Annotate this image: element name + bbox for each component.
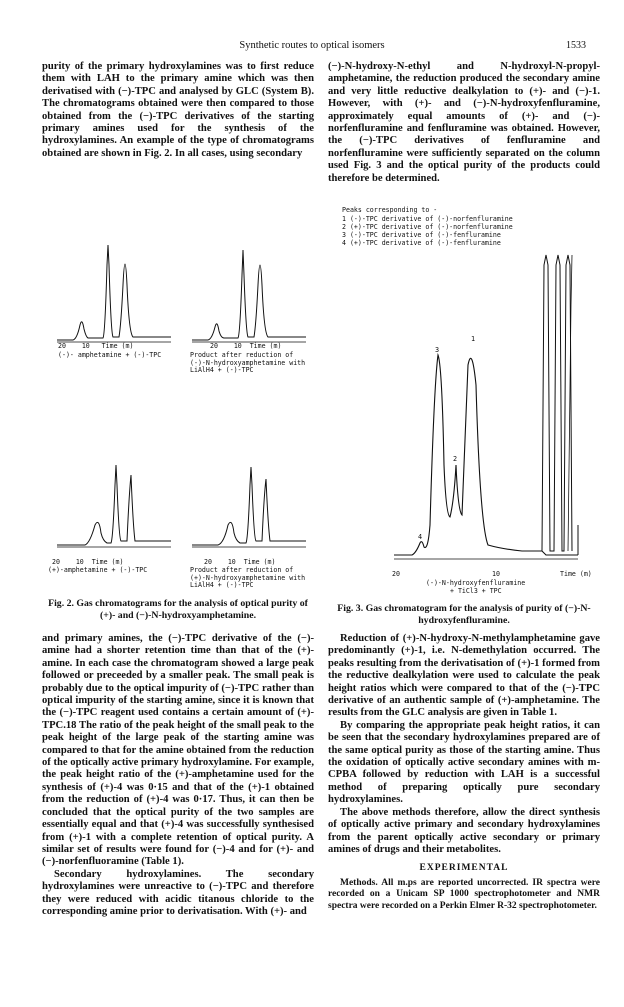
fig3-legend-title: Peaks corresponding to - [342,206,438,214]
fig3-tick-10: 10 [492,570,500,578]
methods-paragraph: Methods. All m.ps are reported uncorrected. IR spectra were recorded on a Unicam SP 1000 spectrophotometer and NMR spectra were recorded on a Perkin Elmer R-32 spectrophotometer. [328,877,600,911]
fig3-chromatogram [392,225,592,570]
fig3-peak-label-1: 1 [471,335,476,343]
fig2-caption: Fig. 2. Gas chromatograms for the analysis of optical purity of (+)- and (−)-N-hydroxyamphetamine. [48,598,308,621]
page-number: 1533 [566,40,586,51]
fig3-legend-3: 3 (-)-TPC derivative of (-)-fenfluramine [342,231,501,239]
fig3-time-label: Time (m) [560,570,592,578]
fig3-legend-1: 1 (-)-TPC derivative of (-)-norfenfluramine [342,215,513,223]
fig3-sample-line1: (-)-N-hydroxyfenfluramine [426,579,526,587]
fig2-d-label: Product after reduction of (+)-N-hydroxyamphetamine with LiAlH4 + (-)-TPC [190,566,306,590]
fig3-tick-20: 20 [392,570,400,578]
fig3-legend-4: 4 (+)-TPC derivative of (-)-fenfluramine [342,239,501,247]
paragraph: By comparing the appropriate peak height ratios, it can be seen that the secondary hydroxylamines prepared are of the same optical purity as those of the starting amine. Thus the oxidation of optically active secondary amines with m-CPBA followed by reduction with LAH is a successful method of preparing optically pure secondary hydroxylamines. [328,719,600,806]
fig2-a-label: (-)- amphetamine + (-)-TPC [58,351,162,359]
fig3-peak-label-3: 3 [435,346,440,354]
fig2-d-axis: 20 10 Time (m) [204,558,276,566]
fig2-c-label: (+)-amphetamine + (-)-TPC [48,566,148,574]
paragraph: and primary amines, the (−)-TPC derivative of the (−)-amine had a shorter retention time than that of the (+)-amine. In each case the chromatogram showed a large peak followed or preceeded by a smaller peak. The small peak is probably due to the optical impurity of (−)-TPC rather than optical impurity of the starting amine, since it is known that the (−)-TPC reagent used contains a certain amount of (+)-TPC.18 The ratio of the peak height of the small peak to the peak height of the large peak of the starting amine was compared to that for the amine obtained from the reduction of the optically active primary hydroxylamine. For example, the peak height ratio of the (+)-amphetamine used for the synthesis of (+)-4 was 0·15 and that of the (+)-1 obtained from the reduction of (+)-4 was 0·17. Thus, it can then be concluded that the optical purity of the two samples are essentially equal and that (+)-4 was successfully synthesised from (+)-1 with a complete retention of optical purity. A similar set of results were found for (−)-4 and for (+)- and (−)-norfenfluoramine (Table 1). [42,633,314,868]
left-column-bottom [42,633,314,918]
paragraph: Secondary hydroxylamines. The secondary hydroxylamines were unreactive to (−)-TPC and therefore they were reduced with acidic titanous chloride to the corresponding amine prior to derivatisation. With (+)- and [42,868,314,917]
fig2-b-axis: 20 10 Time (m) [210,342,282,350]
section-heading-experimental: EXPERIMENTAL [419,863,509,874]
fig2-chromatogram-d [190,455,310,555]
fig2-chromatogram-b [190,225,310,355]
fig2-c-axis: 20 10 Time (m) [52,558,124,566]
paragraph: The above methods therefore, allow the direct synthesis of optically active primary and secondary hydroxylamines from the parent optically active secondary or primary amines of drugs and their metabolites. [328,806,600,855]
fig3-peak-label-4: 4 [418,533,423,541]
running-title: Synthetic routes to optical isomers [239,40,385,51]
fig3-caption: Fig. 3. Gas chromatogram for the analysis of purity of (−)-N-hydroxyfenfluramine. [337,603,591,626]
fig2-chromatogram-a [55,225,175,355]
fig3-sample-line2: + TiCl3 + TPC [450,587,502,595]
fig3-peak-label-2: 2 [453,455,458,463]
right-column-bottom [328,633,600,912]
right-column-top-text: (−)-N-hydroxy-N-ethyl and N-hydroxyl-N-propyl-amphetamine, the reduction produced the secondary amine and very little reductive dealkylation to (+)- and (−)-1. However, with (+)- and (−)-N-hydroxyfenfluramine, approximately equal amounts of (+)- and (−)-norfenfluramine and fenfluramine was obtained. However, the (−)-TPC derivatives of fenfluramine and norfenfluramine were sufficiently separated on the column used Fig. 3 and the optical purity of the products could therefore be determined. [328,61,600,184]
fig3-legend-2: 2 (+)-TPC derivative of (-)-norfenfluramine [342,223,513,231]
fig2-a-axis: 20 10 Time (m) [58,342,134,350]
paragraph: Reduction of (+)-N-hydroxy-N-methylamphetamine gave predominantly (+)-1, i.e. N-demethylation occurred. The peaks resulting from the derivatisation of (+)-1 formed from the reductive dealkylation were used to calculate the peak height ratios which were compared to that of the (−)-TPC derivative of an authentic sample of (+)-amphetamine. The results from the GLC analysis are given in Table 1. [328,633,600,719]
fig2-b-label: Product after reduction of (-)-N-hydroxyamphetamine with LiAlH4 + (-)-TPC [190,351,306,375]
left-column-top-text: purity of the primary hydroxylamines was to first reduce them with LAH to the primary amine which was then derivatised with (−)-TPC and analysed by GLC (System B). The chromatograms obtained were then compared to those obtained from the (−)-TPC derivatives of the starting primary amines used for the synthesis of the hydroxylamines. An example of the type of chromatograms obtained are shown in Fig. 2. In all cases, using secondary [42,61,314,159]
fig2-chromatogram-c [55,455,175,555]
